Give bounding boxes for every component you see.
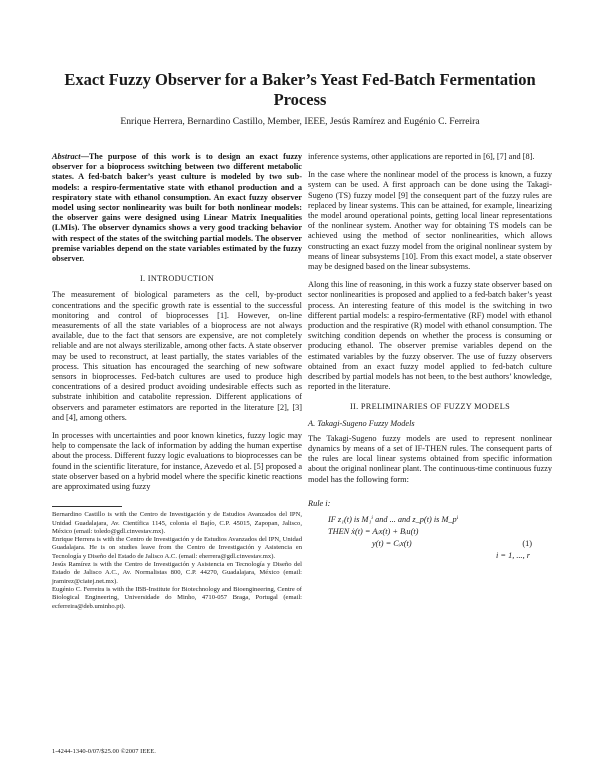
equation-output: y(t) = Cᵢx(t): [372, 538, 412, 548]
body-paragraph-ts-models: In the case where the nonlinear model of the process is known, a fuzzy system can be used. A first approach can be done using the Takagi-Sugeno (TS) fuzzy model [9] the consequent part of the fuzzy rules are replaced by linear systems. This can be attained, for example, linearizing the model around operational points, getting local linear representations of the nonlinear system. Another way for obtaining TS models can be achieved using the method of sector nonlinearities, which allows constructing an exact fuzzy model from the original nonlinear system by means of linear subsystems [10]. From this exact model, a state observer may be designed based on the linear subsystems.: [308, 170, 552, 272]
footnote-line: Eugénio C. Ferreira is with the IBB-Institute for Biotechnology and Bioengineering, Centre of Biological Engineering, Universidade do Minho, 4710-057 Braga, Portugal (email: ecferreira@deb.uminho.pt).: [52, 585, 302, 610]
equation-number: (1): [522, 538, 532, 548]
copyright-footer: 1-4244-1340-0/07/$25.00 ©2007 IEEE.: [52, 748, 156, 755]
title-line-2: Process: [273, 90, 327, 109]
intro-paragraph-2: In processes with uncertainties and poor known kinetics, fuzzy logic may help to compensate the lack of information by adding the human expertise about the process. Different fuzzy logic evaluations to bioprocesses can be found in the scientific literature, for instance, Azevedo et al. [5] proposed a state observer based on a hybrid model where the specific kinetic reactions are approximated using fuzzy: [52, 431, 302, 492]
abstract-text: —The purpose of this work is to design an exact fuzzy observer for a bioprocess switching between two different metabolic states. A fed-batch baker’s yeast culture is modeled by two sub-models: a respiro-fermentative state with ethanol production and a respiratory state with ethanol consumption. An exact fuzzy observer model using sector nonlinearity was built for both nonlinear models: the observer gains were designed using Linear Matrix Inequalities (LMIs). The observer dynamics shows a very good tracking behavior with respect of the states of the switching partial models. The observer premise variables depend on the state variables estimated by the fuzzy observer.: [52, 152, 302, 264]
footnote-line: Enrique Herrera is with the Centro de Investigación y de Estudios Avanzados del IPN, Unidad Guadalajara. He is on studies leave from the Centro de Investigación y Asistencia en Tecnología y Diseño del Estado de Jalisco A.C. (email: eherrera@gdl.cinvestav.mx).: [52, 536, 302, 560]
equation-1: [308, 514, 552, 560]
body-paragraph-ts-definition: The Takagi-Sugeno fuzzy models are used to represent nonlinear dynamics by means of a set of IF-THEN rules. The consequent parts of the rules are local linear systems obtained from specific information about the original nonlinear plant. The continuous-time continuous fuzzy model has the following form:: [308, 433, 552, 484]
author-footnotes: [52, 511, 302, 611]
equation-premise: IF z₁(t) is M₁ⁱ and ... and z_p(t) is M_pⁱ: [328, 514, 459, 524]
body-paragraph-proposal: Along this line of reasoning, in this work a fuzzy state observer based on sector nonlinearities is proposed and applied to a fed-batch baker’s yeast process. An interesting feature of this model is the switching in two different partial models: a respiro-fermentative (RF) model with ethanol production and the respirative (R) model with ethanol consumption. The switching condition depends on whether the process is consuming or producing ethanol. The observer premise variables depend on the estimated variables by the fuzzy observer. The use of fuzzy observers obtained from an exact fuzzy model applied to fed-batch culture described by partial models has not been, to the best authors’ knowledge, reported in the literature.: [308, 280, 552, 392]
right-column: [308, 152, 552, 560]
abstract: [52, 152, 302, 264]
title-line-1: Exact Fuzzy Observer for a Baker’s Yeast Fed-Batch Fermentation: [64, 70, 536, 89]
abstract-label: Abstract: [52, 152, 81, 161]
body-paragraph-continued: inference systems, other applications are reported in [6], [7] and [8].: [308, 152, 535, 161]
section-heading-introduction: I. INTRODUCTION: [139, 274, 215, 284]
footnote-divider: [52, 506, 122, 507]
author-list: Enrique Herrera, Bernardino Castillo, Member, IEEE, Jesús Ramírez and Eugénio C. Ferreira: [120, 116, 480, 127]
section-heading-preliminaries: II. PRELIMINARIES OF FUZZY MODELS: [349, 402, 511, 412]
intro-paragraph-1: The measurement of biological parameters as the cell, by-product concentrations and the specific growth rate is essential to the successful monitoring and control of bioprocesses [1]. However, on-line measurements of all the state variables of a bioprocess are not always available, due to the fact that sensors are expensive, are not completely reliable and are not always sterilizable, among other facts. A state observer may be used to reconstruct, at least partially, the states variables of the process. This situation has encouraged the searching of new software sensors in bioprocesses. Fed-batch cultures are used to produce high concentrations of a desired product avoiding undesirable effects such as substrate inhibition and catabolite repression. Different applications of observers and parameter estimators are reported in the literature [2], [3] and [4], among others.: [52, 290, 302, 422]
equation-index: i = 1, ..., r: [496, 550, 530, 560]
rule-label: Rule i:: [308, 498, 331, 508]
footnote-line: Bernardino Castillo is with the Centro de Investigación y de Estudios Avanzados del IPN, Unidad Guadalajara, Av. Científica 1145, colonia el Bajío, C.P. 45015, Zapopan, Jalisco, México (email: toledo@gdl.cinvestav.mx).: [52, 511, 302, 535]
equation-state: THEN ẋ(t) = Aᵢx(t) + Bᵢu(t): [328, 526, 419, 536]
paper-title: [60, 70, 540, 110]
subsection-heading-ts: A. Takagi-Sugeno Fuzzy Models: [308, 418, 415, 428]
left-column: [52, 152, 302, 611]
footnote-line: Jesús Ramírez is with the Centro de Investigación y Asistencia en Tecnología y Diseño del Estado de Jalisco A.C., Av. Normalistas 800, C.P. 44270, Guadalajara, México (email: jramirez@ciatej.net.mx).: [52, 561, 302, 585]
